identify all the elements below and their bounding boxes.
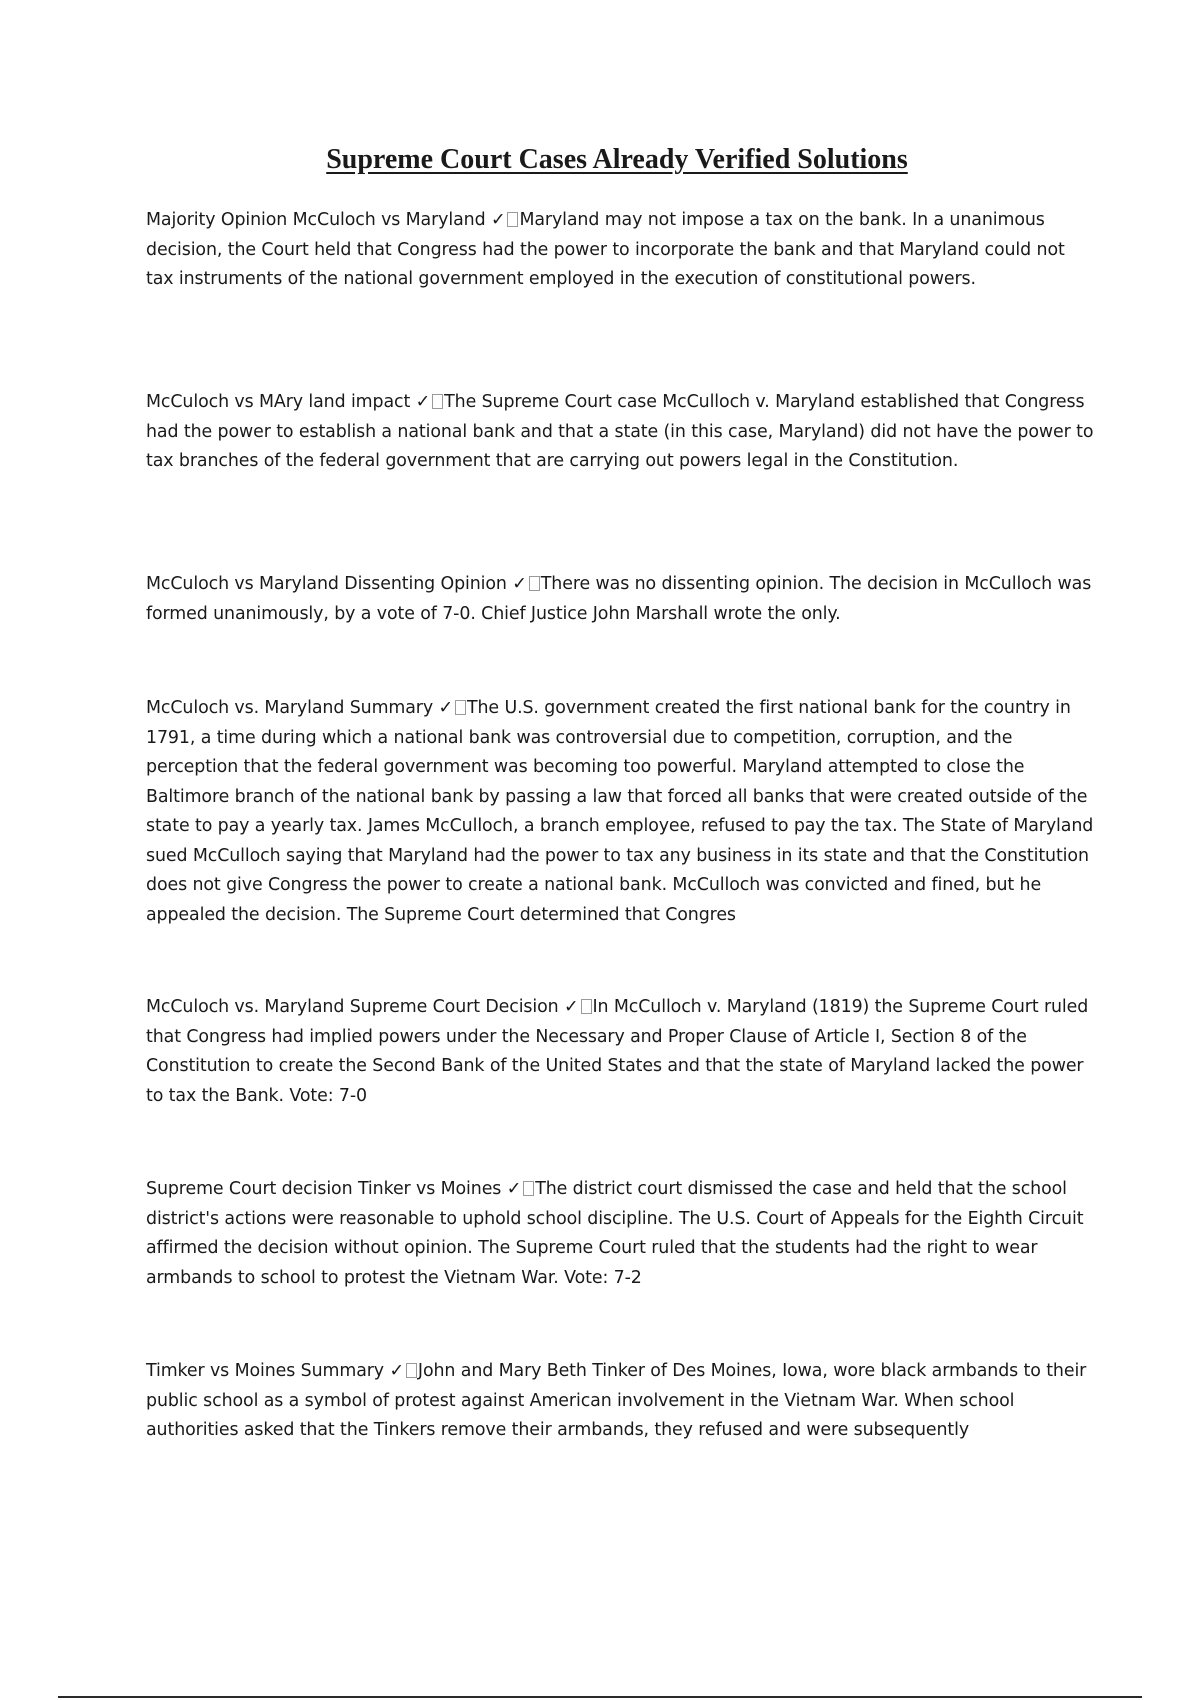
checkmark-icon: ✓: [506, 1179, 522, 1199]
answer-text: The U.S. government created the first national bank for the country in 1791, a time during which a national bank was controversial due to competition, corruption, and the perception that the federal government was becoming too powerful. Maryland attempted to close the Baltimore branch of the national bank by passing a law that forced all banks that were created outside of the state to pay a yearly tax. James McCulloch, a branch employee, refused to pay the tax. The State of Maryland sued McCulloch saying that Maryland had the power to tax any business in its state and that the Constitution does not give Congress the power to create a national bank. McCulloch was convicted and fined, but he appealed the decision. The Supreme Court determined that Congres: [146, 698, 1094, 925]
answer-text: There was no dissenting opinion. The decision in McCulloch was formed unanimously, by a vote of 7-0. Chief Justice John Marshall wrote the only.: [146, 574, 1092, 624]
checkmark-icon: ✓: [438, 698, 453, 718]
qa-item: [146, 993, 1096, 1111]
question-text: McCuloch vs Maryland Dissenting Opinion: [146, 574, 507, 594]
checkmark-icon: ✓: [389, 1361, 404, 1381]
qa-item: [146, 206, 1096, 295]
missing-glyph-box-icon: [432, 394, 443, 409]
question-text: Majority Opinion McCuloch vs Maryland: [146, 210, 486, 230]
qa-item: [146, 1357, 1096, 1446]
qa-item: [146, 570, 1096, 629]
page-title: Supreme Court Cases Already Verified Solutions: [326, 144, 908, 175]
qa-item: [146, 388, 1096, 477]
answer-text: The district court dismissed the case and held that the school district's actions were reasonable to uphold school discipline. The U.S. Court of Appeals for the Eighth Circuit affirmed the decision without opinion. The Supreme Court ruled that the students had the right to wear armbands to school to protest the Vietnam War. Vote: 7-2: [146, 1179, 1084, 1288]
checkmark-icon: ✓: [512, 574, 527, 594]
question-text: Supreme Court decision Tinker vs Moines: [146, 1179, 502, 1199]
question-text: McCuloch vs. Maryland Supreme Court Decision: [146, 997, 559, 1017]
answer-text: The Supreme Court case McCulloch v. Maryland established that Congress had the power to establish a national bank and that a state (in this case, Maryland) did not have the power to tax branches of the federal government that are carrying out powers legal in the Constitution.: [146, 392, 1094, 471]
qa-item: [146, 1175, 1096, 1293]
missing-glyph-box-icon: [455, 700, 466, 715]
answer-text: Maryland may not impose a tax on the bank. In a unanimous decision, the Court held that Congress had the power to incorporate the bank and that Maryland could not tax instruments of the national government employed in the execution of constitutional powers.: [146, 210, 1065, 289]
missing-glyph-box-icon: [529, 576, 540, 591]
checkmark-icon: ✓: [415, 392, 431, 412]
answer-text: John and Mary Beth Tinker of Des Moines, Iowa, wore black armbands to their public school as a symbol of protest against American involvement in the Vietnam War. When school authorities asked that the Tinkers remove their armbands, they refused and were subsequently: [146, 1361, 1087, 1440]
checkmark-icon: ✓: [564, 997, 579, 1017]
question-text: McCuloch vs MAry land impact: [146, 392, 411, 412]
checkmark-icon: ✓: [490, 210, 506, 230]
qa-item: [146, 694, 1096, 930]
answer-text: In McCulloch v. Maryland (1819) the Supreme Court ruled that Congress had implied powers under the Necessary and Proper Clause of Article I, Section 8 of the Constitution to create the Second Bank of the United States and that the state of Maryland lacked the power to tax the Bank. Vote: 7-0: [146, 997, 1089, 1106]
question-text: Timker vs Moines Summary: [146, 1361, 384, 1381]
question-text: McCuloch vs. Maryland Summary: [146, 698, 434, 718]
footer-divider: [58, 1696, 1142, 1698]
missing-glyph-box-icon: [507, 212, 518, 227]
missing-glyph-box-icon: [581, 999, 592, 1014]
missing-glyph-box-icon: [523, 1181, 534, 1196]
missing-glyph-box-icon: [406, 1363, 417, 1378]
